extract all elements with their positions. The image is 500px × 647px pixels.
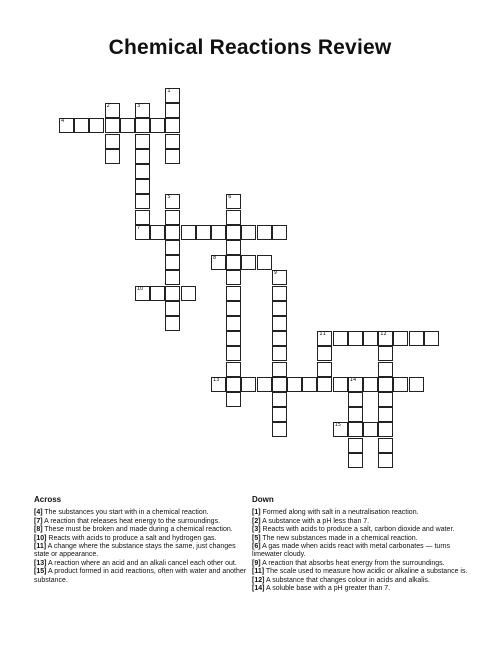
crossword-cell[interactable] [363, 331, 378, 346]
crossword-cell[interactable] [272, 392, 287, 407]
down-heading: Down [252, 495, 274, 504]
crossword-cell[interactable] [333, 422, 348, 437]
down-clue [252, 526, 474, 534]
clue-text: A substance with a pH less than 7. [260, 517, 370, 525]
clue-number: 2 [106, 103, 110, 110]
crossword-cell[interactable] [272, 407, 287, 422]
crossword-cell[interactable] [333, 377, 348, 392]
crossword-cell[interactable] [135, 149, 150, 164]
crossword-cell[interactable] [226, 286, 241, 301]
down-clue [252, 518, 474, 526]
clue-number-label: [9] [252, 559, 261, 567]
crossword-cell[interactable] [241, 255, 256, 270]
down-clue [252, 543, 474, 560]
crossword-cell[interactable] [89, 118, 104, 133]
crossword-cell[interactable] [211, 255, 226, 270]
across-clue [34, 543, 252, 560]
crossword-cell[interactable] [272, 346, 287, 361]
crossword-cell[interactable] [241, 377, 256, 392]
across-clue [34, 535, 252, 543]
crossword-cell[interactable] [165, 316, 180, 331]
clue-number: 3 [137, 103, 141, 110]
crossword-cell[interactable] [348, 331, 363, 346]
clue-text: The substances you start with in a chemical reaction. [42, 509, 209, 517]
clue-text: The scale used to measure how acidic or alkaline a substance is. [264, 568, 468, 576]
crossword-cell[interactable] [378, 362, 393, 377]
crossword-cell[interactable] [378, 346, 393, 361]
crossword-cell[interactable] [165, 194, 180, 209]
crossword-cell[interactable] [348, 438, 363, 453]
crossword-cell[interactable] [135, 164, 150, 179]
crossword-cell[interactable] [150, 225, 165, 240]
crossword-cell[interactable] [165, 225, 180, 240]
crossword-cell[interactable] [105, 149, 120, 164]
clue-number: 5 [167, 194, 171, 201]
clue-number-label: [11] [34, 543, 47, 551]
crossword-cell[interactable] [135, 118, 150, 133]
clue-number: 1 [167, 88, 171, 94]
crossword-cell[interactable] [348, 422, 363, 437]
crossword-cell[interactable] [317, 331, 332, 346]
crossword-cell[interactable] [317, 377, 332, 392]
crossword-cell[interactable] [165, 240, 180, 255]
crossword-cell[interactable] [393, 331, 408, 346]
down-clues [252, 496, 474, 593]
crossword-cell[interactable] [378, 422, 393, 437]
clue-text: Formed along with salt in a neutralisation reaction. [260, 509, 419, 517]
crossword-cell[interactable] [348, 453, 363, 468]
crossword-cell[interactable] [226, 377, 241, 392]
clue-number: 11 [319, 331, 326, 338]
crossword-cell[interactable] [135, 210, 150, 225]
crossword-cell[interactable] [272, 331, 287, 346]
clue-text: A gas made when acids react with metal carbonates — turns limewater cloudy. [252, 543, 451, 559]
crossword-cell[interactable] [165, 210, 180, 225]
crossword-cell[interactable] [165, 103, 180, 118]
crossword-cell[interactable] [378, 377, 393, 392]
crossword-cell[interactable] [150, 286, 165, 301]
crossword-cell[interactable] [165, 149, 180, 164]
crossword-cell[interactable] [135, 225, 150, 240]
crossword-cell[interactable] [272, 301, 287, 316]
crossword-cell[interactable] [165, 255, 180, 270]
clue-number-label: [12] [252, 576, 265, 584]
crossword-cell[interactable] [348, 377, 363, 392]
clue-number-label: [14] [252, 585, 265, 593]
crossword-cell[interactable] [317, 362, 332, 377]
crossword-cell[interactable] [105, 103, 120, 118]
clue-number-label: [13] [34, 559, 47, 567]
crossword-cell[interactable] [348, 392, 363, 407]
crossword-cell[interactable] [424, 331, 439, 346]
crossword-cell[interactable] [272, 225, 287, 240]
crossword-cell[interactable] [257, 377, 272, 392]
crossword-cell[interactable] [135, 103, 150, 118]
clue-number: 9 [273, 270, 277, 277]
crossword-cell[interactable] [317, 346, 332, 361]
crossword-cell[interactable] [378, 438, 393, 453]
crossword-cell[interactable] [226, 270, 241, 285]
clue-text: A change where the substance stays the same, just changes state or appearance. [34, 543, 236, 559]
across-clue [34, 509, 252, 517]
clue-text: A soluble base with a pH greater than 7. [264, 585, 391, 593]
crossword-cell[interactable] [348, 407, 363, 422]
crossword-cell[interactable] [257, 225, 272, 240]
clue-text: A reaction that absorbs heat energy from the surroundings. [260, 559, 445, 567]
clue-number-label: [8] [34, 526, 43, 534]
crossword-cell[interactable] [363, 377, 378, 392]
crossword-cell[interactable] [165, 286, 180, 301]
clue-number: 10 [137, 285, 144, 292]
clue-number: 12 [380, 331, 387, 338]
clue-number: 14 [349, 376, 357, 383]
crossword-cell[interactable] [226, 331, 241, 346]
clue-text: The new substances made in a chemical reaction. [260, 534, 418, 542]
down-clue [252, 509, 474, 517]
clue-number-label: [1] [252, 509, 261, 517]
down-clue [252, 568, 474, 576]
clue-number-label: [6] [252, 543, 261, 551]
down-clue [252, 560, 474, 568]
clue-text: A substance that changes colour in acids and alkalis. [264, 576, 430, 584]
crossword-cell[interactable] [378, 453, 393, 468]
crossword-cell[interactable] [165, 88, 180, 103]
crossword-cell[interactable] [196, 225, 211, 240]
clue-number: 7 [137, 224, 141, 231]
crossword-cell[interactable] [363, 422, 378, 437]
crossword-cell[interactable] [211, 225, 226, 240]
clue-number-label: [15] [34, 568, 47, 576]
clue-number-label: [10] [34, 534, 47, 542]
clue-number: 6 [228, 194, 232, 201]
across-clue [34, 526, 252, 534]
across-clues [34, 496, 252, 585]
crossword-cell[interactable] [165, 134, 180, 149]
crossword-cell[interactable] [226, 362, 241, 377]
crossword-cell[interactable] [150, 118, 165, 133]
crossword-cell[interactable] [241, 225, 256, 240]
crossword-cell[interactable] [181, 225, 196, 240]
clue-text: A reaction where an acid and an alkali cancel each other out. [46, 559, 237, 567]
clue-text: Reacts with acids to produce a salt, carbon dioxide and water. [260, 526, 455, 534]
crossword-cell[interactable] [105, 118, 120, 133]
crossword-cell[interactable] [105, 134, 120, 149]
crossword-cell[interactable] [120, 118, 135, 133]
crossword-cell[interactable] [226, 301, 241, 316]
clue-text: A product formed in acid reactions, often with water and another substance. [34, 568, 247, 584]
crossword-cell[interactable] [226, 240, 241, 255]
across-clue [34, 568, 252, 585]
crossword-cell[interactable] [226, 194, 241, 209]
crossword-cell[interactable] [378, 407, 393, 422]
crossword-cell[interactable] [181, 286, 196, 301]
crossword-cell[interactable] [135, 179, 150, 194]
crossword-cell[interactable] [287, 377, 302, 392]
crossword-cell[interactable] [333, 331, 348, 346]
crossword-cell[interactable] [165, 270, 180, 285]
crossword-cell[interactable] [135, 134, 150, 149]
crossword-cell[interactable] [226, 255, 241, 270]
crossword-cell[interactable] [135, 194, 150, 209]
down-clue [252, 585, 474, 593]
across-clue-list [34, 509, 252, 585]
crossword-cell[interactable] [257, 255, 272, 270]
crossword-cell[interactable] [226, 392, 241, 407]
crossword-cell[interactable] [165, 301, 180, 316]
down-clue-list [252, 509, 474, 593]
clue-text: Reacts with acids to produce a salt and hydrogen gas. [46, 534, 217, 542]
clue-number-label: [11] [252, 568, 265, 576]
page-title: Chemical Reactions Review [108, 36, 392, 59]
crossword-cell[interactable] [378, 392, 393, 407]
clue-text: These must be broken and made during a chemical reaction. [42, 526, 233, 534]
crossword-cell[interactable] [409, 331, 424, 346]
crossword-cell[interactable] [272, 377, 287, 392]
crossword-cell[interactable] [272, 316, 287, 331]
crossword-cell[interactable] [272, 422, 287, 437]
clue-number: 15 [334, 422, 341, 429]
crossword-cell[interactable] [165, 118, 180, 133]
clue-number-label: [5] [252, 534, 261, 542]
clue-number-label: [3] [252, 526, 261, 534]
crossword-cell[interactable] [272, 286, 287, 301]
crossword-cell[interactable] [211, 377, 226, 392]
down-clue [252, 577, 474, 585]
crossword-cell[interactable] [74, 118, 89, 133]
clue-number-label: [4] [34, 509, 43, 517]
clue-number: 4 [61, 118, 65, 125]
crossword-cell[interactable] [272, 270, 287, 285]
crossword-cell[interactable] [378, 331, 393, 346]
clue-number: 8 [213, 255, 217, 262]
crossword-cell[interactable] [226, 316, 241, 331]
across-clue [34, 560, 252, 568]
crossword-cell[interactable] [302, 377, 317, 392]
crossword-cell[interactable] [409, 377, 424, 392]
clue-number-label: [7] [34, 517, 43, 525]
clue-text: A reaction that releases heat energy to the surroundings. [42, 517, 221, 525]
crossword-cell[interactable] [226, 225, 241, 240]
crossword-cell[interactable] [59, 118, 74, 133]
crossword-cell[interactable] [226, 210, 241, 225]
across-clue [34, 518, 252, 526]
down-clue [252, 535, 474, 543]
clue-number-label: [2] [252, 517, 261, 525]
crossword-cell[interactable] [272, 362, 287, 377]
across-heading: Across [34, 495, 62, 504]
crossword-cell[interactable] [135, 286, 150, 301]
clue-number: 13 [213, 376, 220, 383]
crossword-cell[interactable] [393, 377, 408, 392]
crossword-cell[interactable] [226, 346, 241, 361]
